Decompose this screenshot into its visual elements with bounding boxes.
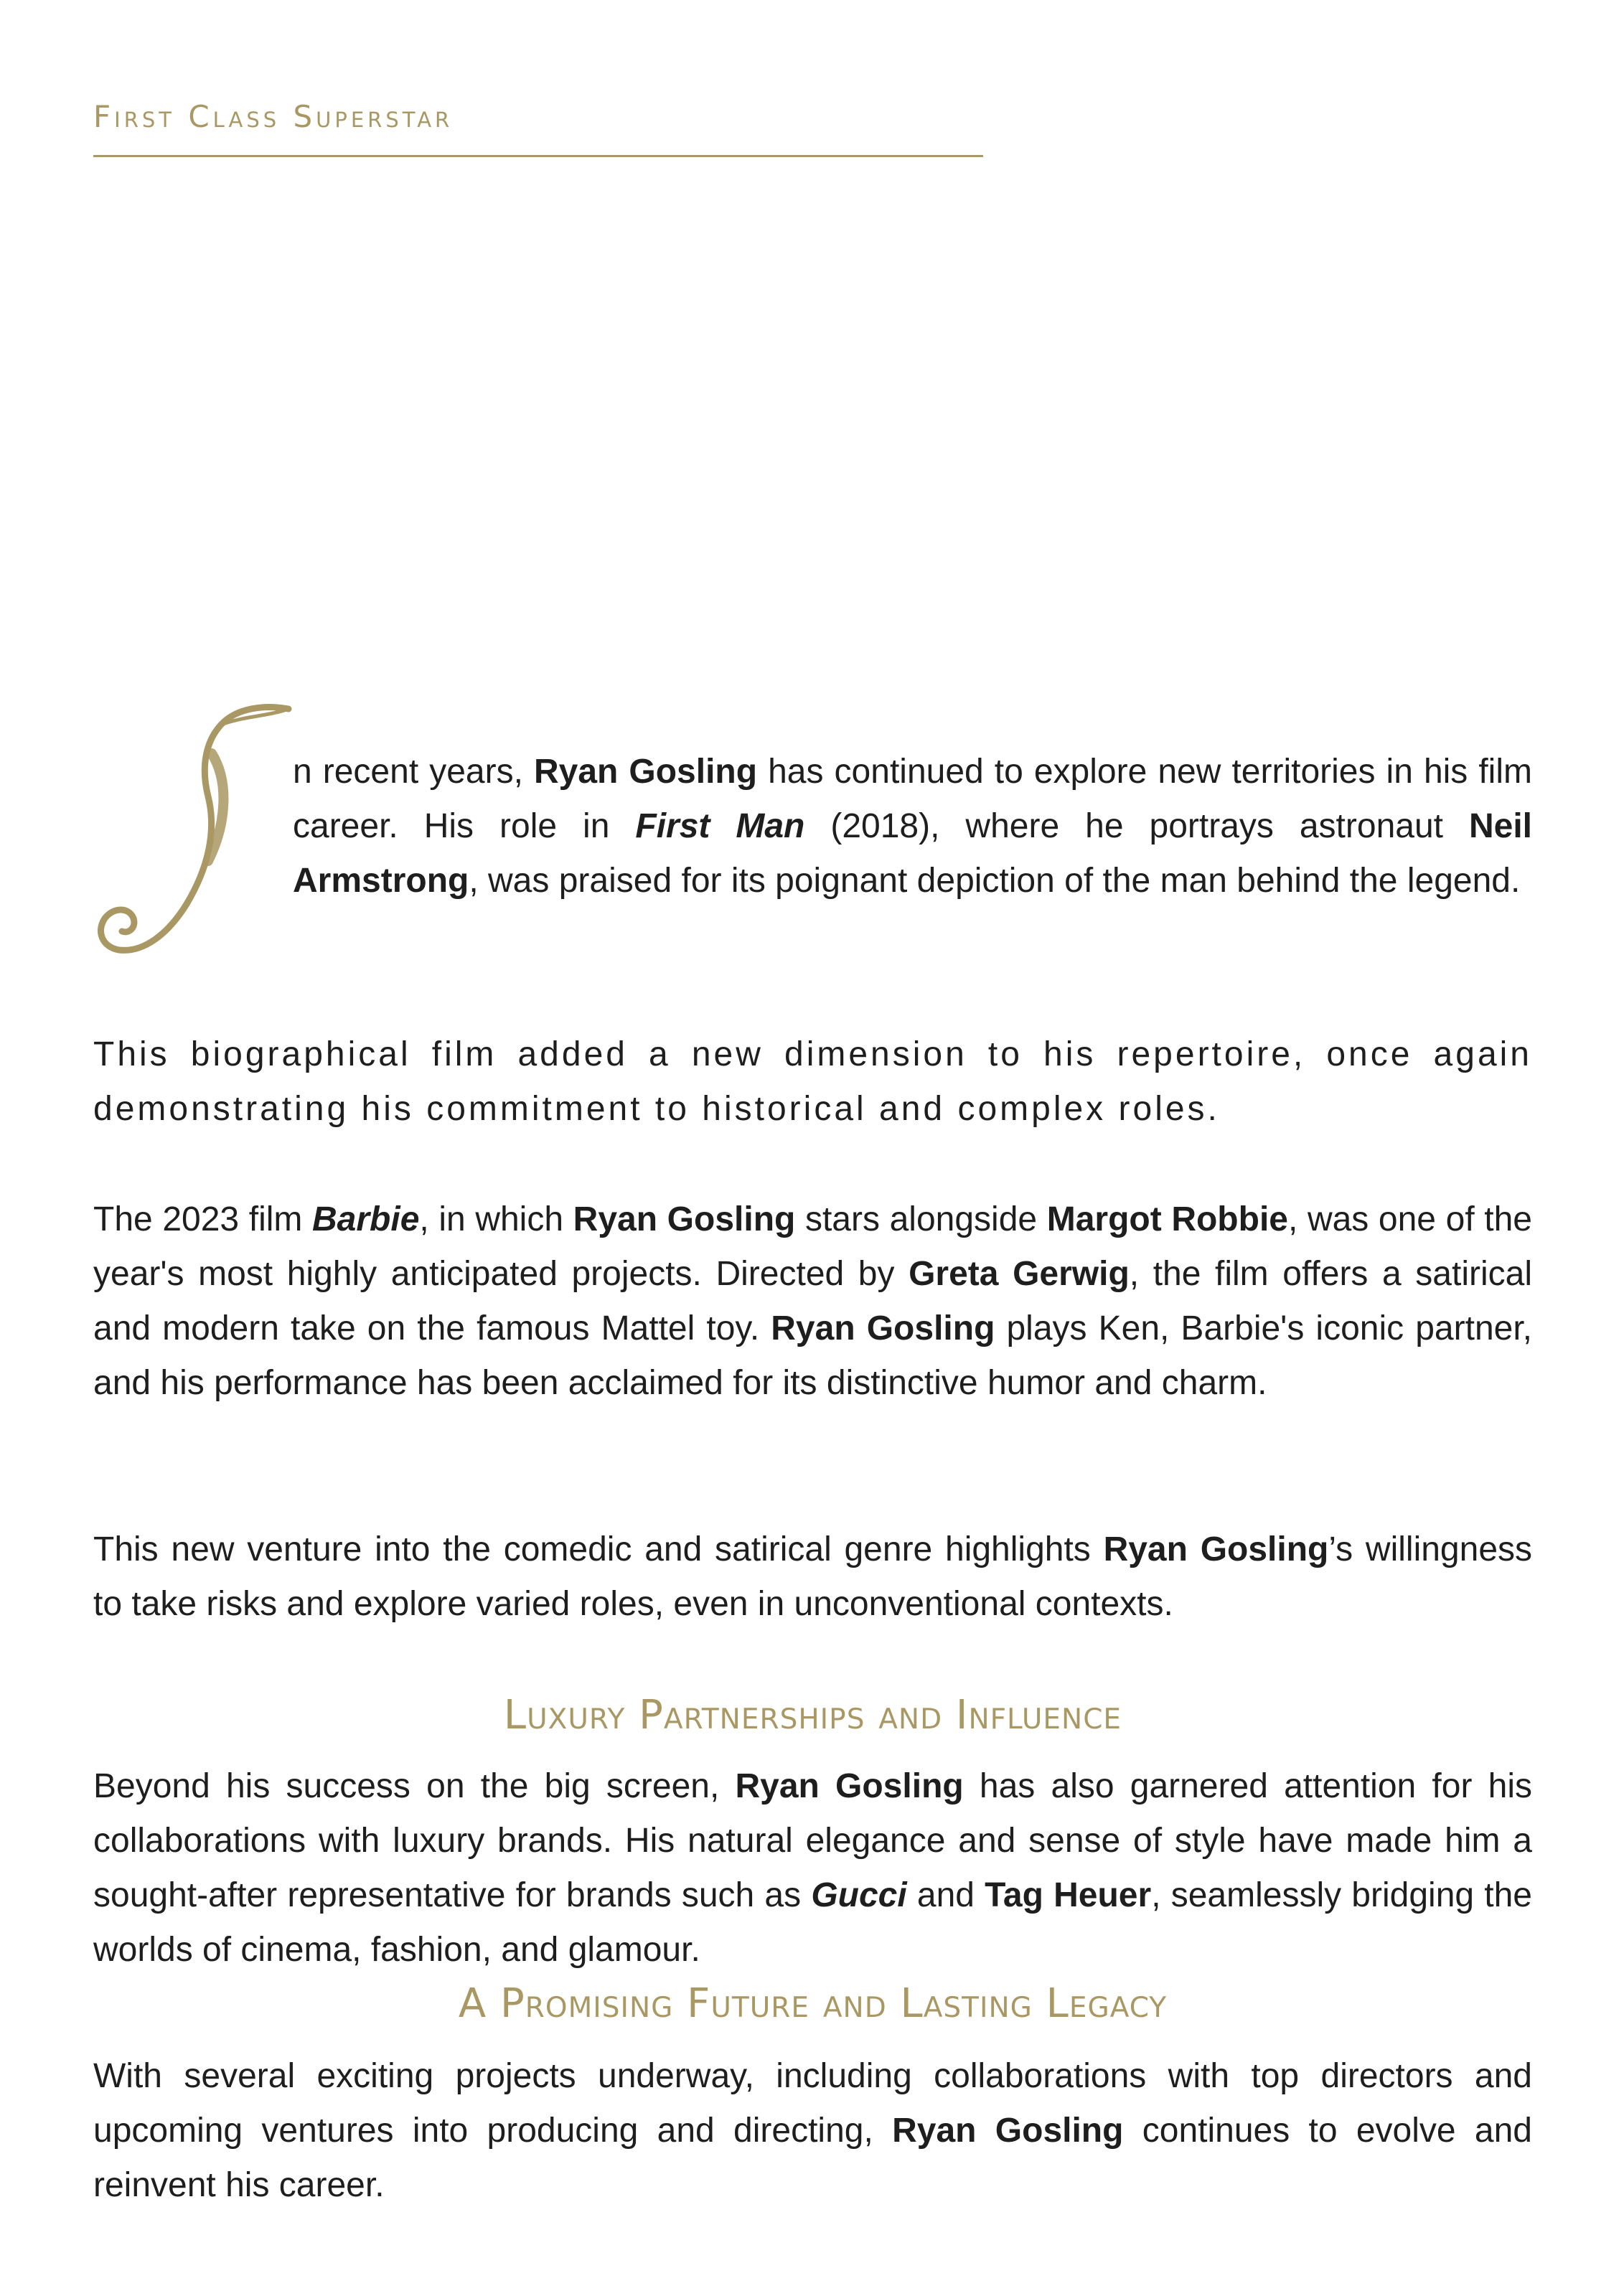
section-title-future: A Promising Future and Lasting Legacy (458, 1980, 1168, 2027)
paragraph-barbie: The 2023 film Barbie, in which Ryan Gosling stars alongside Margot Robbie, was one of the year's most highly anticipated projects. Directed by Greta Gerwig, the film offers a satirical and modern take on the famous Mattel toy. Ryan Gosling plays Ken, Barbie's iconic partner, and his performance has been acclaimed for its distinctive humor and charm. (93, 1200, 1533, 1402)
header-divider (93, 155, 983, 157)
section-title-luxury: Luxury Partnerships and Influence (503, 1692, 1122, 1739)
paragraph-luxury: Beyond his success on the big screen, Ryan Gosling has also garnered attention for his collaborations with luxury brands. His natural elegance and sense of style have made him a sought-after representative for brands such as Gucci and Tag Heuer, seamlessly bridging the worlds of cinema, fashion, and glamour. (93, 1767, 1532, 1969)
paragraph-comedic-venture: This new venture into the comedic and satirical genre highlights Ryan Gosling’s willingness to take risks and explore varied roles, even in unconventional contexts. (93, 1530, 1533, 1623)
intro-paragraph: n recent years, Ryan Gosling has continued to explore new territories in his film career. His role in First Man (2018), where he portrays astronaut Neil Armstrong, was praised for its poignant depiction of the man behind the legend. (293, 753, 1532, 900)
intro-paragraph-block (93, 710, 1532, 943)
paragraph-future: With several exciting projects underway, including collaborations with top directors and upcoming ventures into producing and directing, Ryan Gosling continues to evolve and reinvent his career. (93, 2057, 1533, 2204)
page-header-title: First Class Superstar (93, 99, 454, 134)
dropcap-letter-i (93, 703, 301, 969)
paragraph-biographical: This biographical film added a new dimension to his repertoire, once again demonstrating his commitment to historical and complex roles. (93, 1035, 1532, 1128)
